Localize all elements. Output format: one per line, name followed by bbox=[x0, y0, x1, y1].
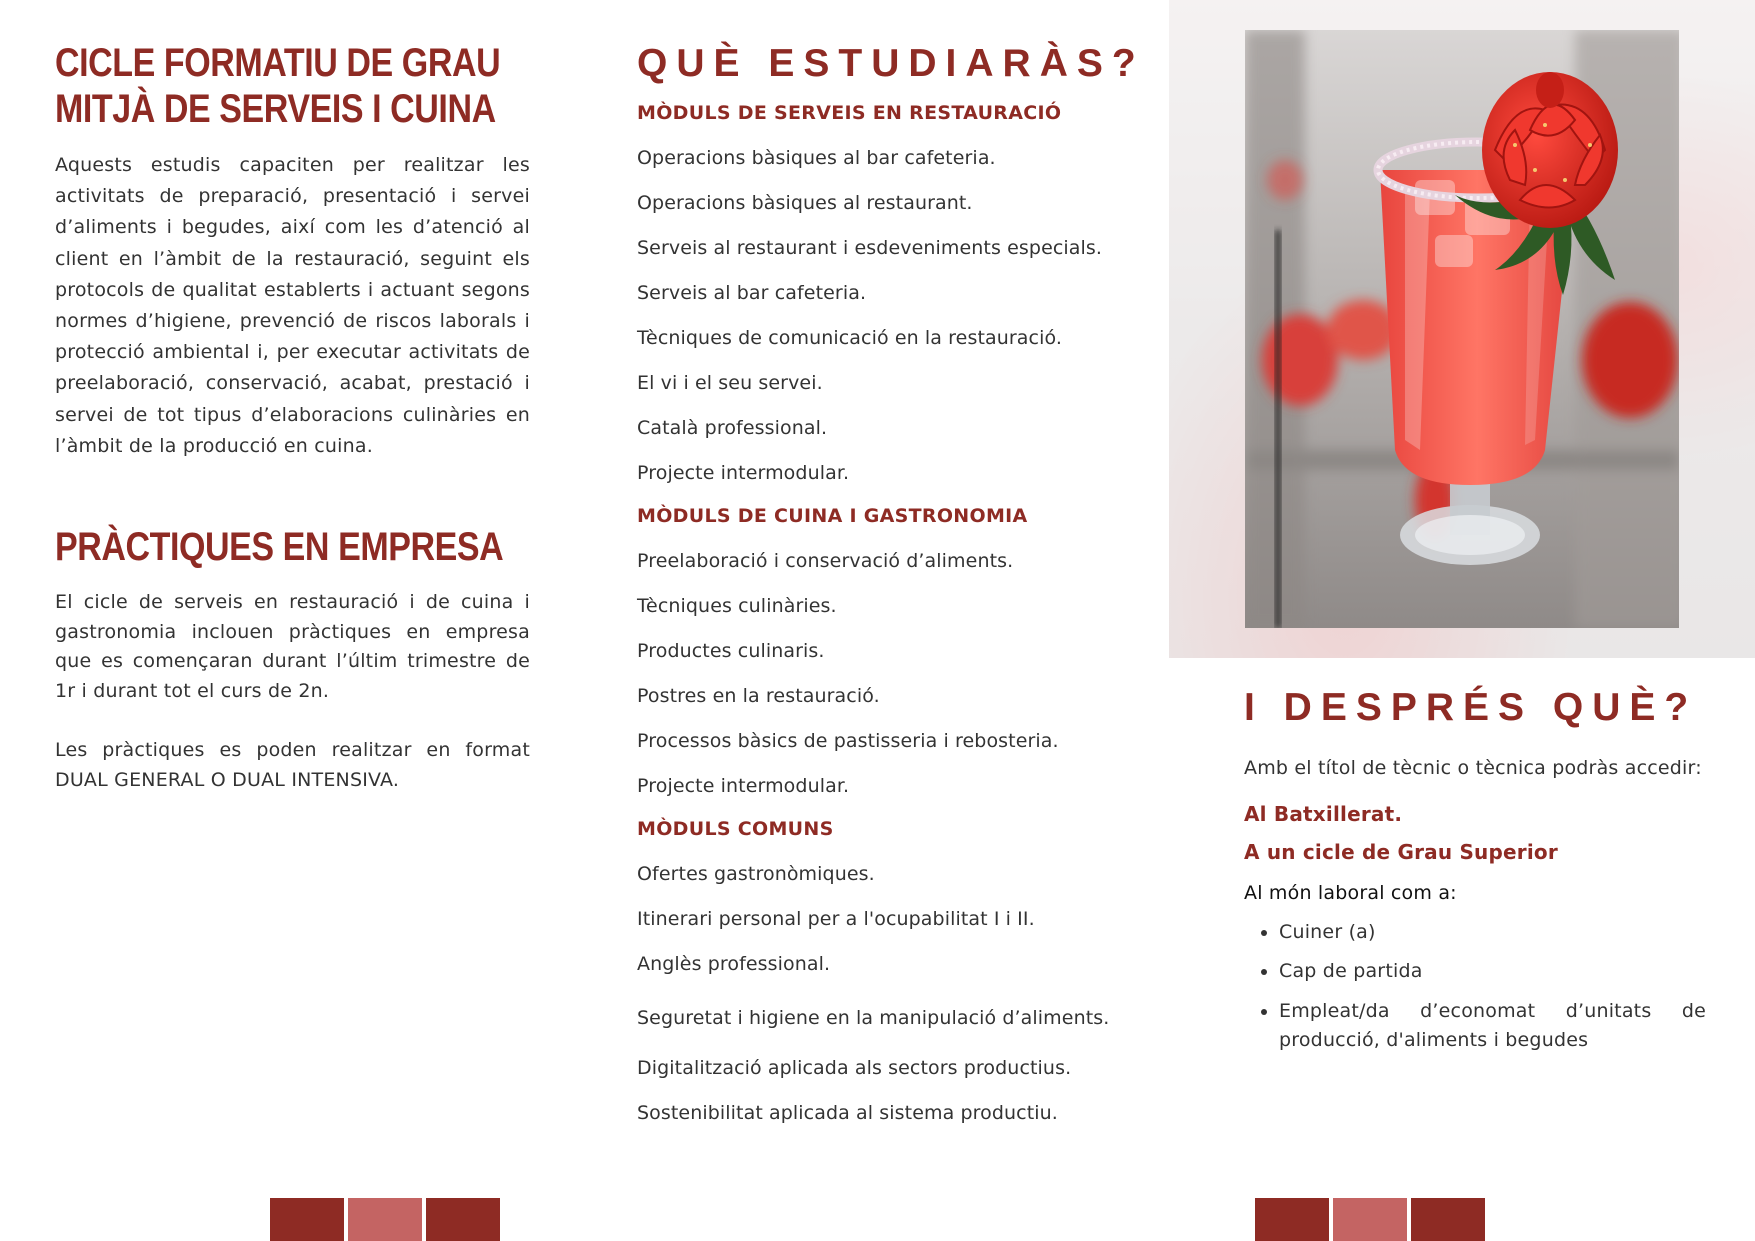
job-list bbox=[1244, 918, 1706, 1056]
module-item: Anglès professional. bbox=[637, 953, 831, 975]
course-description: Aquests estudis capaciten per realitzar les activitats de preparació, presentació i servei d’aliments i begudes, així com les d’atenció al client en l’àmbit de la restauració, seguint els protocols de qualitat establerts i actuant segons normes d’higiene, prevenció de riscos laborals i protecció ambiental i, per executar activitats de preelaboració, conservació, acabat, prestació i servei de tot tipus d’elaboracions culinàries en l’àmbit de la producció en cuina. bbox=[55, 154, 530, 457]
study-title: QUÈ ESTUDIARÀS? bbox=[637, 42, 1145, 85]
deco-square-light bbox=[348, 1198, 422, 1241]
module-group-cooking bbox=[637, 505, 1137, 798]
deco-square-dark bbox=[426, 1198, 500, 1241]
module-item: Operacions bàsiques al restaurant. bbox=[637, 192, 973, 214]
deco-square-light bbox=[1333, 1198, 1407, 1241]
after-title: I DESPRÉS QUÈ? bbox=[1244, 686, 1698, 729]
module-item: Projecte intermodular. bbox=[637, 462, 850, 484]
module-item: Operacions bàsiques al bar cafeteria. bbox=[637, 147, 996, 169]
deco-square-dark bbox=[1411, 1198, 1485, 1241]
module-item: Seguretat i higiene en la manipulació d’aliments. bbox=[637, 1007, 1110, 1029]
option-batxillerat: Al Batxillerat. bbox=[1244, 801, 1403, 826]
module-group-restaurant-services bbox=[637, 102, 1137, 485]
module-list bbox=[637, 549, 1137, 798]
module-item: Processos bàsics de pastisseria i rebosteria. bbox=[637, 730, 1059, 752]
module-group-heading: MÒDULS DE SERVEIS EN RESTAURACIÓ bbox=[637, 102, 1062, 124]
module-group-heading: MÒDULS DE CUINA I GASTRONOMIA bbox=[637, 505, 1028, 527]
module-item: Tècniques de comunicació en la restauració. bbox=[637, 327, 1062, 349]
module-item: Català professional. bbox=[637, 417, 828, 439]
module-item: Digitalització aplicada als sectors productius. bbox=[637, 1057, 1072, 1079]
right-column bbox=[1244, 682, 1706, 1066]
module-item: Preelaboració i conservació d’aliments. bbox=[637, 550, 1014, 572]
labor-intro: Al món laboral com a: bbox=[1244, 881, 1457, 904]
deco-square-dark bbox=[1255, 1198, 1329, 1241]
strawberry-drink-image bbox=[1245, 30, 1679, 628]
cocktail-photo-main bbox=[1245, 30, 1679, 628]
left-column bbox=[55, 40, 530, 795]
module-item: El vi i el seu servei. bbox=[637, 372, 823, 394]
module-list bbox=[637, 146, 1137, 485]
job-item: • Cap de partida bbox=[1279, 957, 1706, 987]
module-group-heading: MÒDULS COMUNS bbox=[637, 818, 834, 840]
module-item: Tècniques culinàries. bbox=[637, 595, 837, 617]
module-item: Sostenibilitat aplicada al sistema productiu. bbox=[637, 1102, 1058, 1124]
module-item: Productes culinaris. bbox=[637, 640, 825, 662]
cocktail-photo bbox=[1169, 0, 1755, 658]
deco-square-dark bbox=[270, 1198, 344, 1241]
module-group-common bbox=[637, 818, 1137, 1125]
module-item: Serveis al bar cafeteria. bbox=[637, 282, 867, 304]
module-item: Postres en la restauració. bbox=[637, 685, 880, 707]
job-item: • Cuiner (a) bbox=[1279, 918, 1706, 948]
middle-column bbox=[637, 40, 1145, 1125]
option-grau-superior: A un cicle de Grau Superior bbox=[1244, 839, 1558, 864]
module-item: Itinerari personal per a l'ocupabilitat I i II. bbox=[637, 908, 1035, 930]
module-list bbox=[637, 862, 1137, 1125]
practices-paragraph-2: Les pràctiques es poden realitzar en format DUAL GENERAL O DUAL INTENSIVA. bbox=[55, 739, 530, 791]
module-item: Projecte intermodular. bbox=[637, 775, 850, 797]
module-item: Serveis al restaurant i esdeveniments especials. bbox=[637, 237, 1103, 259]
practices-paragraph-1: El cicle de serveis en restauració i de cuina i gastronomia inclouen pràctiques en empresa que es començaran durant l’últim trimestre de 1r i durant tot el curs de 2n. bbox=[55, 591, 530, 702]
job-item: • Empleat/da d’economat d’unitats de producció, d'aliments i begudes bbox=[1279, 997, 1706, 1056]
practices-title: PRÀCTIQUES EN EMPRESA bbox=[55, 525, 504, 570]
course-title: CICLE FORMATIU DE GRAU MITJÀ DE SERVEIS I CUINA bbox=[55, 41, 501, 131]
after-intro: Amb el títol de tècnic o tècnica podràs accedir: bbox=[1244, 757, 1702, 779]
module-item: Ofertes gastronòmiques. bbox=[637, 863, 875, 885]
